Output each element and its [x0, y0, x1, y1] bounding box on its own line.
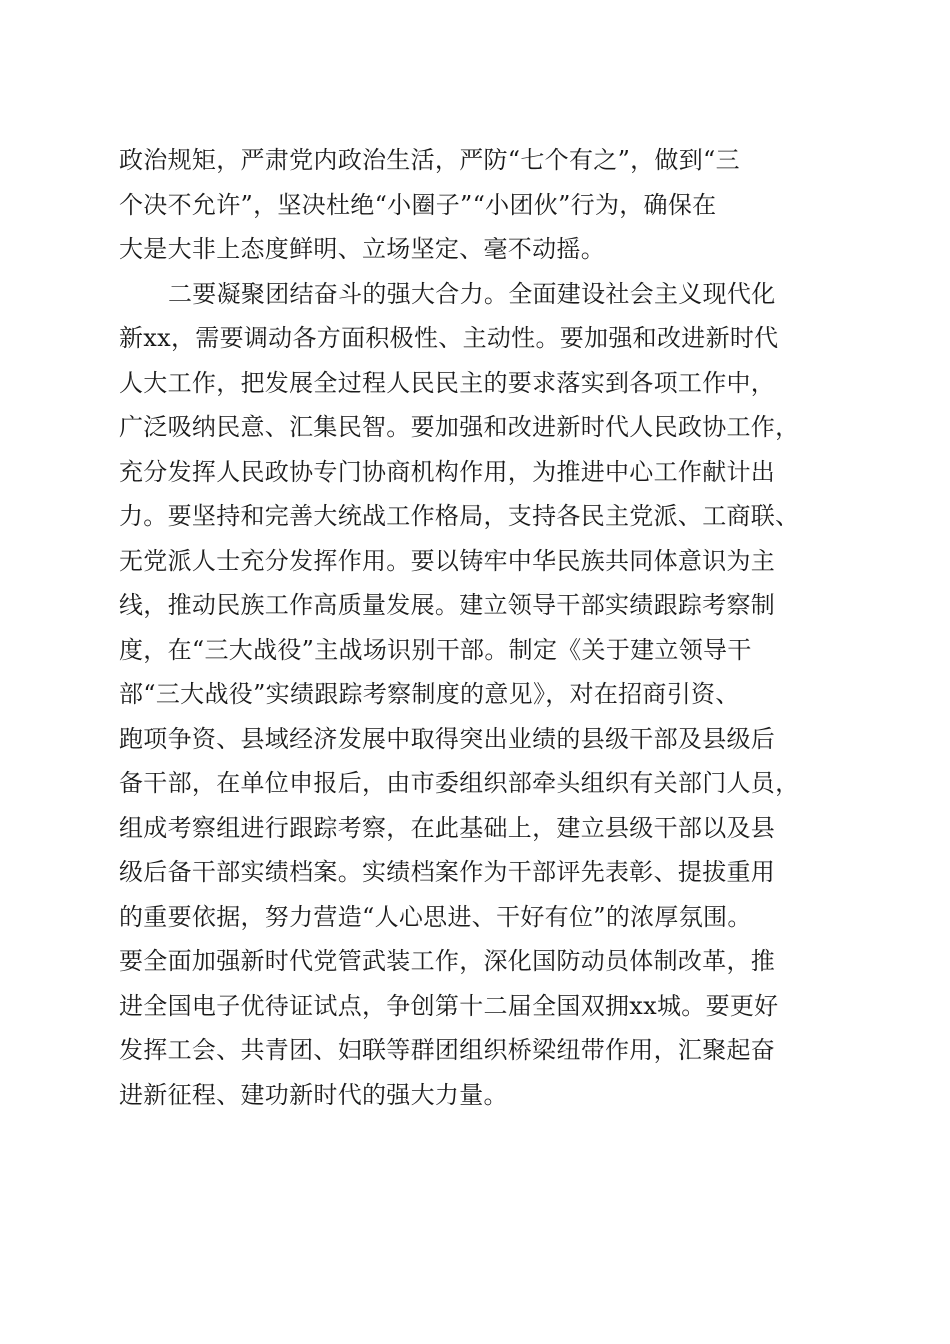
text-line: 备干部，在单位申报后，由市委组织部牵头组织有关部门人员，: [119, 769, 800, 797]
text-line: 跑项争资、县域经济发展中取得突出业绩的县级干部及县级后: [119, 724, 776, 753]
text-line: 二要凝聚团结奋斗的强大合力。全面建设社会主义现代化: [168, 279, 776, 308]
text-line: 个决不允许”，坚决杜绝“小圈子”“小团伙”行为，确保在: [119, 190, 717, 219]
text-line: 无党派人士充分发挥作用。要以铸牢中华民族共同体意识为主: [119, 546, 776, 575]
text-line: 进全国电子优待证试点，争创第十二届全国双拥xx城。要更好: [119, 991, 779, 1020]
paragraph-1: [119, 138, 839, 272]
text-line: 进新征程、建功新时代的强大力量。: [119, 1080, 508, 1109]
text-line: 新xx，需要调动各方面积极性、主动性。要加强和改进新时代: [119, 324, 779, 352]
text-line: 度，在“三大战役”主战场识别干部。制定《关于建立领导干: [119, 635, 752, 664]
text-line: 组成考察组进行跟踪考察，在此基础上，建立县级干部以及县: [119, 813, 776, 842]
text-line: 大是大非上态度鲜明、立场坚定、毫不动摇。: [119, 235, 605, 263]
text-line: 要全面加强新时代党管武装工作，深化国防动员体制改革，推: [119, 947, 776, 975]
text-line: 充分发挥人民政协专门协商机构作用，为推进中心工作献计出: [119, 457, 776, 486]
text-line: 政治规矩，严肃党内政治生活，严防“七个有之”，做到“三: [119, 146, 740, 174]
text-line: 线，推动民族工作高质量发展。建立领导干部实绩跟踪考察制: [119, 591, 776, 619]
text-line: 人大工作，把发展全过程人民民主的要求落实到各项工作中，: [119, 368, 776, 397]
paragraph-2: [119, 272, 839, 1118]
text-line: 广泛吸纳民意、汇集民智。要加强和改进新时代人民政协工作，: [119, 413, 800, 441]
text-line: 部“三大战役”实绩跟踪考察制度的意见》，对在招商引资、: [119, 680, 740, 708]
text-line: 力。要坚持和完善大统战工作格局，支持各民主党派、工商联、: [119, 502, 800, 530]
text-line: 的重要依据，努力营造“人心思进、干好有位”的浓厚氛围。: [119, 902, 752, 931]
document-body: [119, 138, 839, 1117]
text-line: 发挥工会、共青团、妇联等群团组织桥梁纽带作用，汇聚起奋: [119, 1036, 776, 1064]
text-line: 级后备干部实绩档案。实绩档案作为干部评先表彰、提拔重用: [119, 858, 776, 886]
